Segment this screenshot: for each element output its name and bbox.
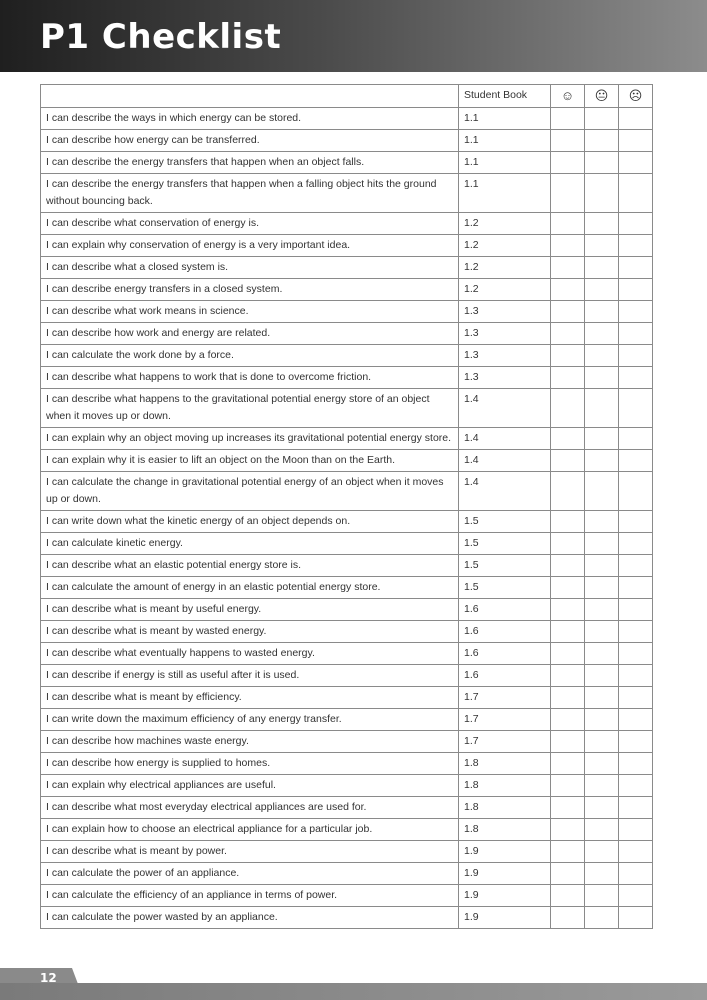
happy-checkbox-cell[interactable] — [551, 345, 585, 367]
neutral-checkbox-cell[interactable] — [585, 345, 619, 367]
happy-checkbox-cell[interactable] — [551, 323, 585, 345]
checklist-statement: I can describe what happens to work that is done to overcome friction. — [41, 367, 459, 389]
student-book-reference: 1.6 — [459, 599, 551, 621]
checklist-statement: I can describe what is meant by wasted energy. — [41, 621, 459, 643]
sad-checkbox-cell[interactable] — [619, 213, 653, 235]
student-book-reference: 1.5 — [459, 533, 551, 555]
sad-checkbox-cell[interactable] — [619, 753, 653, 775]
checklist-statement: I can describe how work and energy are related. — [41, 323, 459, 345]
sad-checkbox-cell[interactable] — [619, 907, 653, 929]
sad-checkbox-cell[interactable] — [619, 130, 653, 152]
checklist-statement: I can describe the energy transfers that happen when a falling object hits the ground without bouncing back. — [41, 174, 459, 213]
checklist-statement: I can describe what is meant by power. — [41, 841, 459, 863]
student-book-reference: 1.8 — [459, 819, 551, 841]
happy-checkbox-cell[interactable] — [551, 257, 585, 279]
student-book-reference: 1.4 — [459, 428, 551, 450]
table-row — [41, 174, 653, 213]
checklist-statement: I can describe the energy transfers that happen when an object falls. — [41, 152, 459, 174]
happy-checkbox-cell[interactable] — [551, 108, 585, 130]
sad-checkbox-cell[interactable] — [619, 279, 653, 301]
checklist-statement: I can calculate the power of an appliance. — [41, 863, 459, 885]
sad-checkbox-cell[interactable] — [619, 885, 653, 907]
happy-checkbox-cell[interactable] — [551, 599, 585, 621]
neutral-checkbox-cell[interactable] — [585, 841, 619, 863]
table-row — [41, 841, 653, 863]
student-book-reference: 1.9 — [459, 841, 551, 863]
sad-checkbox-cell[interactable] — [619, 450, 653, 472]
happy-checkbox-cell[interactable] — [551, 511, 585, 533]
sad-face-icon: ☹ — [619, 85, 653, 108]
table-row — [41, 367, 653, 389]
neutral-checkbox-cell[interactable] — [585, 235, 619, 257]
student-book-reference: 1.4 — [459, 472, 551, 511]
happy-checkbox-cell[interactable] — [551, 555, 585, 577]
checklist-statement: I can write down the maximum efficiency of any energy transfer. — [41, 709, 459, 731]
student-book-reference: 1.3 — [459, 367, 551, 389]
table-row — [41, 511, 653, 533]
happy-checkbox-cell[interactable] — [551, 797, 585, 819]
student-book-reference: 1.5 — [459, 577, 551, 599]
checklist-statement: I can describe what happens to the gravitational potential energy store of an object when it moves up or down. — [41, 389, 459, 428]
table-row — [41, 235, 653, 257]
neutral-checkbox-cell[interactable] — [585, 301, 619, 323]
neutral-checkbox-cell[interactable] — [585, 108, 619, 130]
table-row — [41, 345, 653, 367]
checklist-statement: I can calculate the work done by a force. — [41, 345, 459, 367]
happy-checkbox-cell[interactable] — [551, 819, 585, 841]
neutral-checkbox-cell[interactable] — [585, 323, 619, 345]
neutral-checkbox-cell[interactable] — [585, 577, 619, 599]
table-row — [41, 450, 653, 472]
neutral-checkbox-cell[interactable] — [585, 533, 619, 555]
table-row — [41, 885, 653, 907]
student-book-reference: 1.5 — [459, 555, 551, 577]
neutral-checkbox-cell[interactable] — [585, 863, 619, 885]
student-book-reference: 1.4 — [459, 450, 551, 472]
neutral-checkbox-cell[interactable] — [585, 257, 619, 279]
happy-checkbox-cell[interactable] — [551, 731, 585, 753]
table-row — [41, 599, 653, 621]
sad-checkbox-cell[interactable] — [619, 577, 653, 599]
sad-checkbox-cell[interactable] — [619, 819, 653, 841]
happy-checkbox-cell[interactable] — [551, 863, 585, 885]
sad-checkbox-cell[interactable] — [619, 621, 653, 643]
student-book-reference: 1.5 — [459, 511, 551, 533]
checklist-statement: I can describe what eventually happens to wasted energy. — [41, 643, 459, 665]
happy-face-icon: ☺ — [551, 85, 585, 108]
table-row — [41, 753, 653, 775]
neutral-checkbox-cell[interactable] — [585, 753, 619, 775]
happy-checkbox-cell[interactable] — [551, 665, 585, 687]
table-row — [41, 665, 653, 687]
neutral-checkbox-cell[interactable] — [585, 428, 619, 450]
student-book-reference: 1.6 — [459, 643, 551, 665]
checklist-statement: I can describe what a closed system is. — [41, 257, 459, 279]
happy-checkbox-cell[interactable] — [551, 130, 585, 152]
neutral-checkbox-cell[interactable] — [585, 367, 619, 389]
table-row — [41, 819, 653, 841]
happy-checkbox-cell[interactable] — [551, 428, 585, 450]
table-row — [41, 731, 653, 753]
checklist-statement: I can calculate the amount of energy in an elastic potential energy store. — [41, 577, 459, 599]
neutral-checkbox-cell[interactable] — [585, 797, 619, 819]
sad-checkbox-cell[interactable] — [619, 367, 653, 389]
sad-checkbox-cell[interactable] — [619, 665, 653, 687]
checklist-statement: I can describe energy transfers in a closed system. — [41, 279, 459, 301]
sad-checkbox-cell[interactable] — [619, 775, 653, 797]
happy-checkbox-cell[interactable] — [551, 367, 585, 389]
table-row — [41, 323, 653, 345]
student-book-reference: 1.9 — [459, 907, 551, 929]
happy-checkbox-cell[interactable] — [551, 709, 585, 731]
happy-checkbox-cell[interactable] — [551, 687, 585, 709]
neutral-checkbox-cell[interactable] — [585, 152, 619, 174]
neutral-checkbox-cell[interactable] — [585, 709, 619, 731]
student-book-reference: 1.7 — [459, 687, 551, 709]
sad-checkbox-cell[interactable] — [619, 108, 653, 130]
student-book-reference: 1.9 — [459, 863, 551, 885]
neutral-checkbox-cell[interactable] — [585, 279, 619, 301]
sad-checkbox-cell[interactable] — [619, 643, 653, 665]
checklist-statement: I can explain why an object moving up increases its gravitational potential energy store. — [41, 428, 459, 450]
neutral-checkbox-cell[interactable] — [585, 907, 619, 929]
checklist-statement: I can describe the ways in which energy can be stored. — [41, 108, 459, 130]
checklist-statement: I can describe how energy can be transferred. — [41, 130, 459, 152]
neutral-checkbox-cell[interactable] — [585, 819, 619, 841]
checklist-statement: I can describe what conservation of energy is. — [41, 213, 459, 235]
student-book-reference: 1.8 — [459, 797, 551, 819]
neutral-checkbox-cell[interactable] — [585, 389, 619, 428]
sad-checkbox-cell[interactable] — [619, 511, 653, 533]
student-book-reference: 1.1 — [459, 130, 551, 152]
checklist-statement: I can describe how energy is supplied to homes. — [41, 753, 459, 775]
sad-checkbox-cell[interactable] — [619, 555, 653, 577]
sad-checkbox-cell[interactable] — [619, 863, 653, 885]
sad-checkbox-cell[interactable] — [619, 174, 653, 213]
checklist-statement: I can calculate the power wasted by an appliance. — [41, 907, 459, 929]
neutral-checkbox-cell[interactable] — [585, 511, 619, 533]
checklist-statement: I can describe what most everyday electrical appliances are used for. — [41, 797, 459, 819]
student-book-reference: 1.1 — [459, 174, 551, 213]
happy-checkbox-cell[interactable] — [551, 753, 585, 775]
student-book-reference: 1.2 — [459, 279, 551, 301]
checklist-statement: I can describe how machines waste energy. — [41, 731, 459, 753]
happy-checkbox-cell[interactable] — [551, 775, 585, 797]
neutral-checkbox-cell[interactable] — [585, 665, 619, 687]
student-book-reference: 1.1 — [459, 152, 551, 174]
sad-checkbox-cell[interactable] — [619, 428, 653, 450]
table-row — [41, 389, 653, 428]
neutral-checkbox-cell[interactable] — [585, 731, 619, 753]
student-book-reference: 1.3 — [459, 345, 551, 367]
checklist-statement: I can describe if energy is still as useful after it is used. — [41, 665, 459, 687]
happy-checkbox-cell[interactable] — [551, 279, 585, 301]
student-book-reference: 1.9 — [459, 885, 551, 907]
sad-checkbox-cell[interactable] — [619, 257, 653, 279]
neutral-checkbox-cell[interactable] — [585, 174, 619, 213]
table-row — [41, 907, 653, 929]
header-statement-cell — [41, 85, 459, 108]
table-row — [41, 687, 653, 709]
happy-checkbox-cell[interactable] — [551, 152, 585, 174]
neutral-checkbox-cell[interactable] — [585, 687, 619, 709]
sad-checkbox-cell[interactable] — [619, 235, 653, 257]
happy-checkbox-cell[interactable] — [551, 577, 585, 599]
student-book-reference: 1.2 — [459, 257, 551, 279]
happy-checkbox-cell[interactable] — [551, 301, 585, 323]
checklist-table — [40, 84, 653, 929]
checklist-statement: I can explain why it is easier to lift an object on the Moon than on the Earth. — [41, 450, 459, 472]
table-row — [41, 709, 653, 731]
checklist-statement: I can explain why electrical appliances are useful. — [41, 775, 459, 797]
sad-checkbox-cell[interactable] — [619, 472, 653, 511]
table-header-row — [41, 85, 653, 108]
table-row — [41, 775, 653, 797]
header-student-book: Student Book — [459, 85, 551, 108]
table-row — [41, 428, 653, 450]
happy-checkbox-cell[interactable] — [551, 174, 585, 213]
neutral-face-icon: 😐 — [585, 85, 619, 108]
neutral-checkbox-cell[interactable] — [585, 213, 619, 235]
sad-checkbox-cell[interactable] — [619, 687, 653, 709]
checklist-statement: I can describe what an elastic potential energy store is. — [41, 555, 459, 577]
checklist-statement: I can describe what work means in science. — [41, 301, 459, 323]
table-row — [41, 301, 653, 323]
footer-strip — [0, 983, 707, 1000]
student-book-reference: 1.2 — [459, 213, 551, 235]
checklist-statement: I can explain how to choose an electrical appliance for a particular job. — [41, 819, 459, 841]
table-row — [41, 797, 653, 819]
checklist-statement: I can describe what is meant by useful energy. — [41, 599, 459, 621]
sad-checkbox-cell[interactable] — [619, 841, 653, 863]
table-row — [41, 555, 653, 577]
happy-checkbox-cell[interactable] — [551, 907, 585, 929]
table-row — [41, 152, 653, 174]
happy-checkbox-cell[interactable] — [551, 213, 585, 235]
table-row — [41, 863, 653, 885]
table-row — [41, 130, 653, 152]
student-book-reference: 1.6 — [459, 621, 551, 643]
table-row — [41, 108, 653, 130]
sad-checkbox-cell[interactable] — [619, 301, 653, 323]
table-row — [41, 643, 653, 665]
checklist-body — [41, 85, 653, 929]
sad-checkbox-cell[interactable] — [619, 152, 653, 174]
neutral-checkbox-cell[interactable] — [585, 599, 619, 621]
sad-checkbox-cell[interactable] — [619, 323, 653, 345]
happy-checkbox-cell[interactable] — [551, 643, 585, 665]
sad-checkbox-cell[interactable] — [619, 533, 653, 555]
student-book-reference: 1.7 — [459, 731, 551, 753]
student-book-reference: 1.4 — [459, 389, 551, 428]
neutral-checkbox-cell[interactable] — [585, 450, 619, 472]
table-row — [41, 472, 653, 511]
table-row — [41, 213, 653, 235]
checklist-statement: I can calculate the efficiency of an appliance in terms of power. — [41, 885, 459, 907]
sad-checkbox-cell[interactable] — [619, 389, 653, 428]
neutral-checkbox-cell[interactable] — [585, 643, 619, 665]
table-row — [41, 257, 653, 279]
checklist-statement: I can calculate kinetic energy. — [41, 533, 459, 555]
sad-checkbox-cell[interactable] — [619, 731, 653, 753]
student-book-reference: 1.2 — [459, 235, 551, 257]
happy-checkbox-cell[interactable] — [551, 450, 585, 472]
neutral-checkbox-cell[interactable] — [585, 775, 619, 797]
checklist-statement: I can write down what the kinetic energy of an object depends on. — [41, 511, 459, 533]
student-book-reference: 1.3 — [459, 301, 551, 323]
student-book-reference: 1.7 — [459, 709, 551, 731]
sad-checkbox-cell[interactable] — [619, 345, 653, 367]
happy-checkbox-cell[interactable] — [551, 389, 585, 428]
student-book-reference: 1.1 — [459, 108, 551, 130]
neutral-checkbox-cell[interactable] — [585, 472, 619, 511]
checklist-statement: I can calculate the change in gravitational potential energy of an object when it moves up or down. — [41, 472, 459, 511]
sad-checkbox-cell[interactable] — [619, 797, 653, 819]
neutral-checkbox-cell[interactable] — [585, 555, 619, 577]
student-book-reference: 1.8 — [459, 753, 551, 775]
table-row — [41, 621, 653, 643]
student-book-reference: 1.3 — [459, 323, 551, 345]
table-row — [41, 577, 653, 599]
happy-checkbox-cell[interactable] — [551, 472, 585, 511]
happy-checkbox-cell[interactable] — [551, 621, 585, 643]
checklist-statement: I can describe what is meant by efficiency. — [41, 687, 459, 709]
sad-checkbox-cell[interactable] — [619, 709, 653, 731]
checklist-statement: I can explain why conservation of energy is a very important idea. — [41, 235, 459, 257]
table-row — [41, 533, 653, 555]
happy-checkbox-cell[interactable] — [551, 841, 585, 863]
happy-checkbox-cell[interactable] — [551, 533, 585, 555]
happy-checkbox-cell[interactable] — [551, 235, 585, 257]
neutral-checkbox-cell[interactable] — [585, 130, 619, 152]
student-book-reference: 1.6 — [459, 665, 551, 687]
sad-checkbox-cell[interactable] — [619, 599, 653, 621]
page-title: P1 Checklist — [40, 17, 282, 57]
page-number: 12 — [40, 971, 57, 985]
table-row — [41, 279, 653, 301]
neutral-checkbox-cell[interactable] — [585, 885, 619, 907]
neutral-checkbox-cell[interactable] — [585, 621, 619, 643]
student-book-reference: 1.8 — [459, 775, 551, 797]
happy-checkbox-cell[interactable] — [551, 885, 585, 907]
